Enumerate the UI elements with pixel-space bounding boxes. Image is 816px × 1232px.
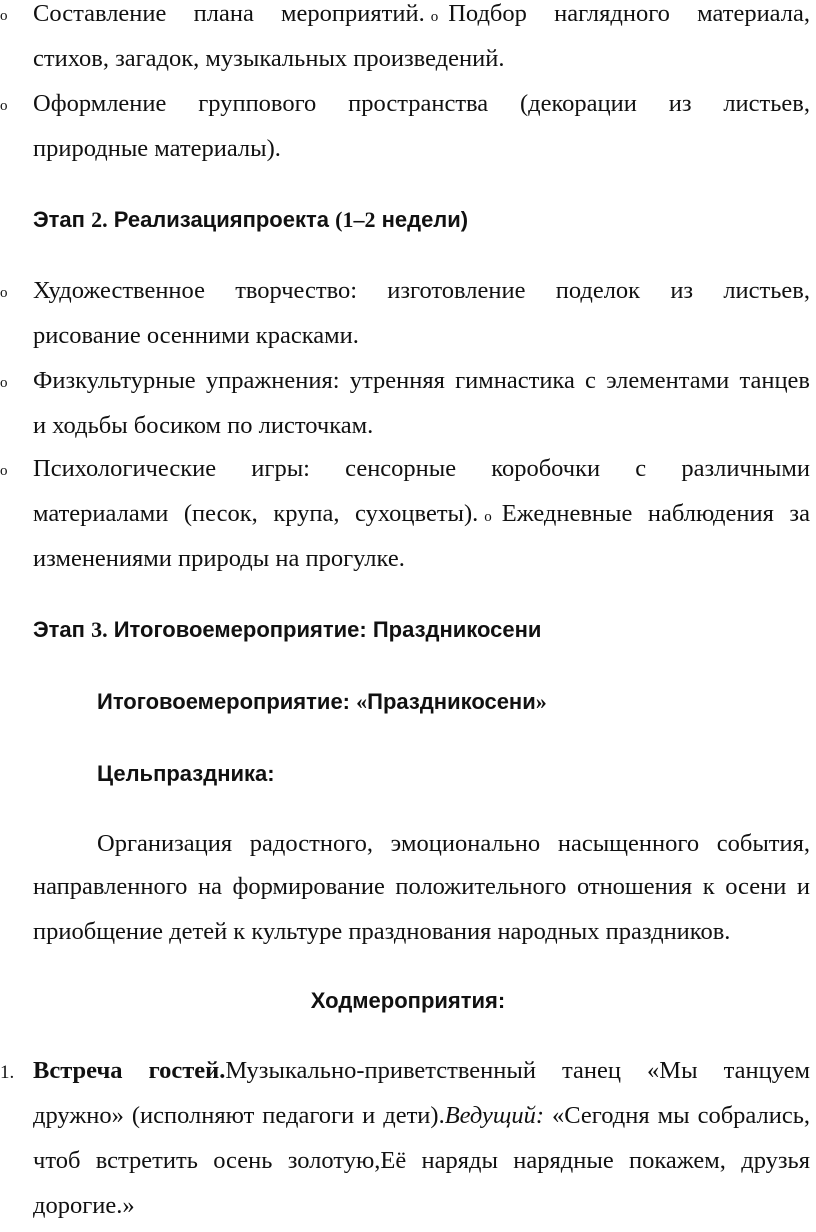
bullet-icon: o bbox=[0, 285, 8, 301]
list-item-psy: Психологические игры: сенсорные коробочки с различными bbox=[33, 455, 810, 482]
goal-text-line2: направленного на формирование положительного отношения к осени и bbox=[33, 873, 810, 900]
list-item-phys-cont: и ходьбы босиком по листочкам. bbox=[33, 412, 374, 439]
goal-text-line1: Организация радостного, эмоционально насыщенного события, bbox=[97, 830, 810, 857]
bullet-icon: o bbox=[0, 8, 8, 24]
stage2-heading: Этап 2. Реализацияпроекта (1–2 недели) bbox=[33, 207, 469, 232]
step1-line4: дорогие.» bbox=[33, 1192, 135, 1219]
bullet-icon: o bbox=[0, 98, 8, 114]
event-title: Итоговоемероприятие: «Праздникосени» bbox=[97, 689, 547, 714]
step-number: 1. bbox=[0, 1062, 15, 1083]
step1-line3: чтоб встретить осень золотую,Её наряды нарядные покажем, друзья bbox=[33, 1147, 810, 1174]
list-item-psy-cont: материалами (песок, крупа, сухоцветы). o Ежедневные наблюдения за bbox=[33, 500, 810, 531]
list-item-plan: Составление плана мероприятий. o Подбор наглядного материала, bbox=[33, 0, 810, 31]
stage3-heading: Этап 3. Итоговоемероприятие: Праздникосени bbox=[33, 617, 542, 642]
list-item-plan-cont: стихов, загадок, музыкальных произведений. bbox=[33, 45, 505, 72]
bullet-icon: o bbox=[0, 463, 8, 479]
list-item-decor-cont: природные материалы). bbox=[33, 135, 281, 162]
list-item-obs-cont: изменениями природы на прогулке. bbox=[33, 545, 405, 572]
course-heading: Ходмероприятия: bbox=[310, 988, 506, 1013]
step1-line2: дружно» (исполняют педагоги и дети).Ведущий: «Сегодня мы собрались, bbox=[33, 1102, 811, 1129]
list-item-art: Художественное творчество: изготовление поделок из листьев, bbox=[33, 277, 810, 304]
bullet-icon: o bbox=[430, 9, 439, 25]
list-item-art-cont: рисование осенними красками. bbox=[33, 322, 359, 349]
list-item-phys: Физкультурные упражнения: утренняя гимнастика с элементами танцев bbox=[33, 367, 810, 394]
bullet-icon: o bbox=[484, 509, 492, 525]
step1-line1: Встреча гостей.Музыкально-приветственный танец «Мы танцуем bbox=[33, 1057, 811, 1084]
bullet-icon: o bbox=[0, 375, 8, 391]
goal-heading: Цельпраздника: bbox=[97, 761, 275, 786]
list-item-decor: Оформление группового пространства (декорации из листьев, bbox=[33, 90, 810, 117]
goal-text-line3: приобщение детей к культуре празднования народных праздников. bbox=[33, 918, 731, 945]
